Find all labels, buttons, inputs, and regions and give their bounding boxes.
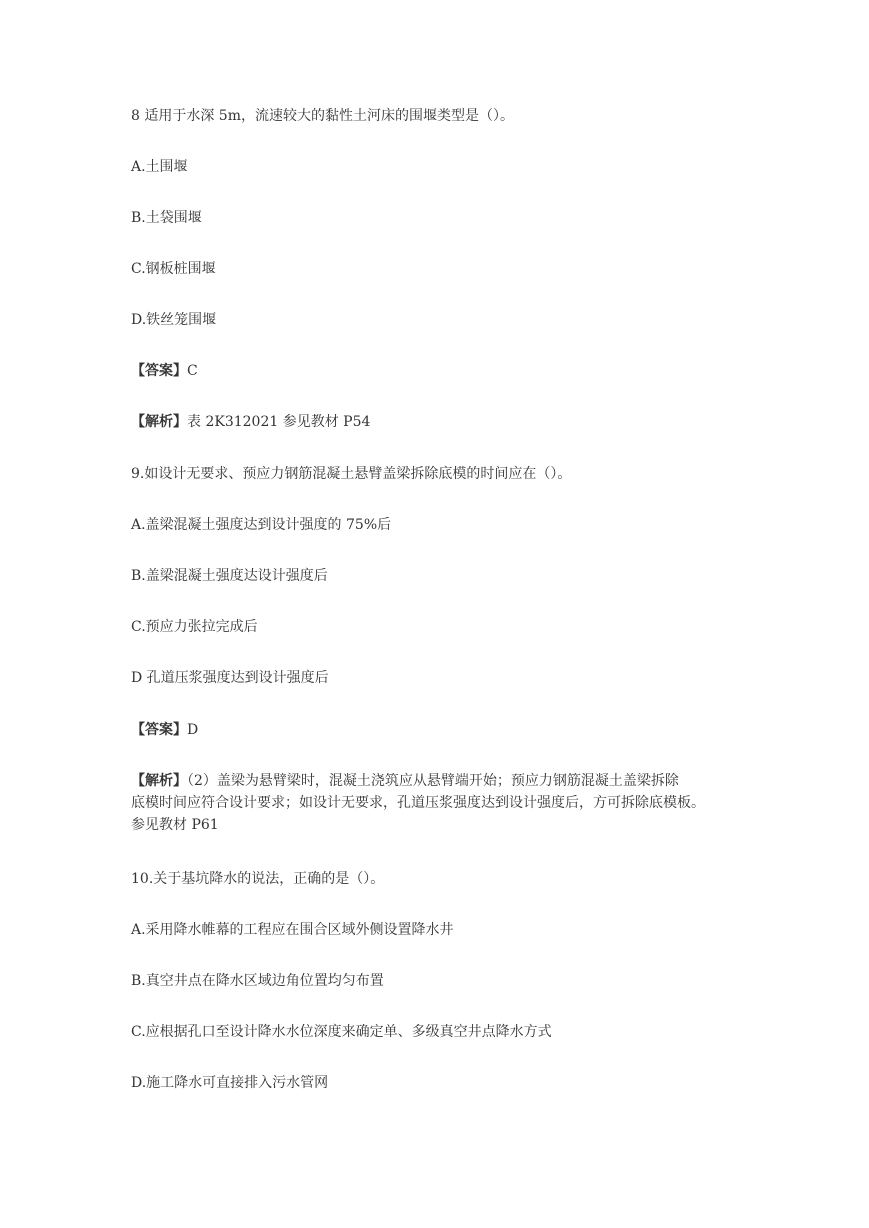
question-10-option-a: A.采用降水帷幕的工程应在围合区域外侧设置降水井 [131,922,454,938]
question-8-text: 8 适用于水深 5m，流速较大的黏性土河床的围堰类型是（）。 [131,108,514,124]
question-8-option-b: B.土袋围堰 [131,210,202,226]
analysis-line-3: 参见教材 P61 [131,817,219,833]
analysis-line-2: 底模时间应符合设计要求；如设计无要求，孔道压浆强度达到设计强度后，方可拆除底模板。 [131,795,705,811]
question-9-analysis [131,770,731,836]
answer-label: 【答案】 [131,722,187,738]
question-9-answer [131,720,731,740]
question-9-option-d: D 孔道压浆强度达到设计强度后 [131,670,329,686]
answer-label: 【答案】 [131,363,187,379]
question-8-option-c: C.钢板桩围堰 [131,261,216,277]
analysis-label: 【解析】 [131,414,187,430]
question-10-text: 10.关于基坑降水的说法，正确的是（）。 [131,871,385,887]
question-10-option-c: C.应根据孔口至设计降水水位深度来确定单、多级真空井点降水方式 [131,1024,552,1040]
question-8-analysis [131,412,731,432]
question-8-answer [131,361,731,381]
question-9-option-a: A.盖梁混凝土强度达到设计强度的 75%后 [131,517,392,533]
question-10-option-b: B.真空井点在降水区域边角位置均匀布置 [131,973,384,989]
question-9-option-b: B.盖梁混凝土强度达设计强度后 [131,568,328,584]
question-8-option-a: A.土围堰 [131,159,188,175]
question-9-text: 9.如设计无要求、预应力钢筋混凝土悬臂盖梁拆除底模的时间应在（）。 [131,466,572,482]
answer-value: D [187,722,199,738]
question-8-option-d: D.铁丝笼围堰 [131,312,217,328]
question-10-option-d: D.施工降水可直接排入污水管网 [131,1075,329,1091]
analysis-label: 【解析】 [131,773,187,789]
analysis-line-1: （2）盖梁为悬臂梁时，混凝土浇筑应从悬臂端开始；预应力钢筋混凝土盖梁拆除 [187,773,679,789]
question-9-option-c: C.预应力张拉完成后 [131,619,258,635]
answer-value: C [187,363,198,379]
analysis-text: 表 2K312021 参见教材 P54 [187,414,371,430]
